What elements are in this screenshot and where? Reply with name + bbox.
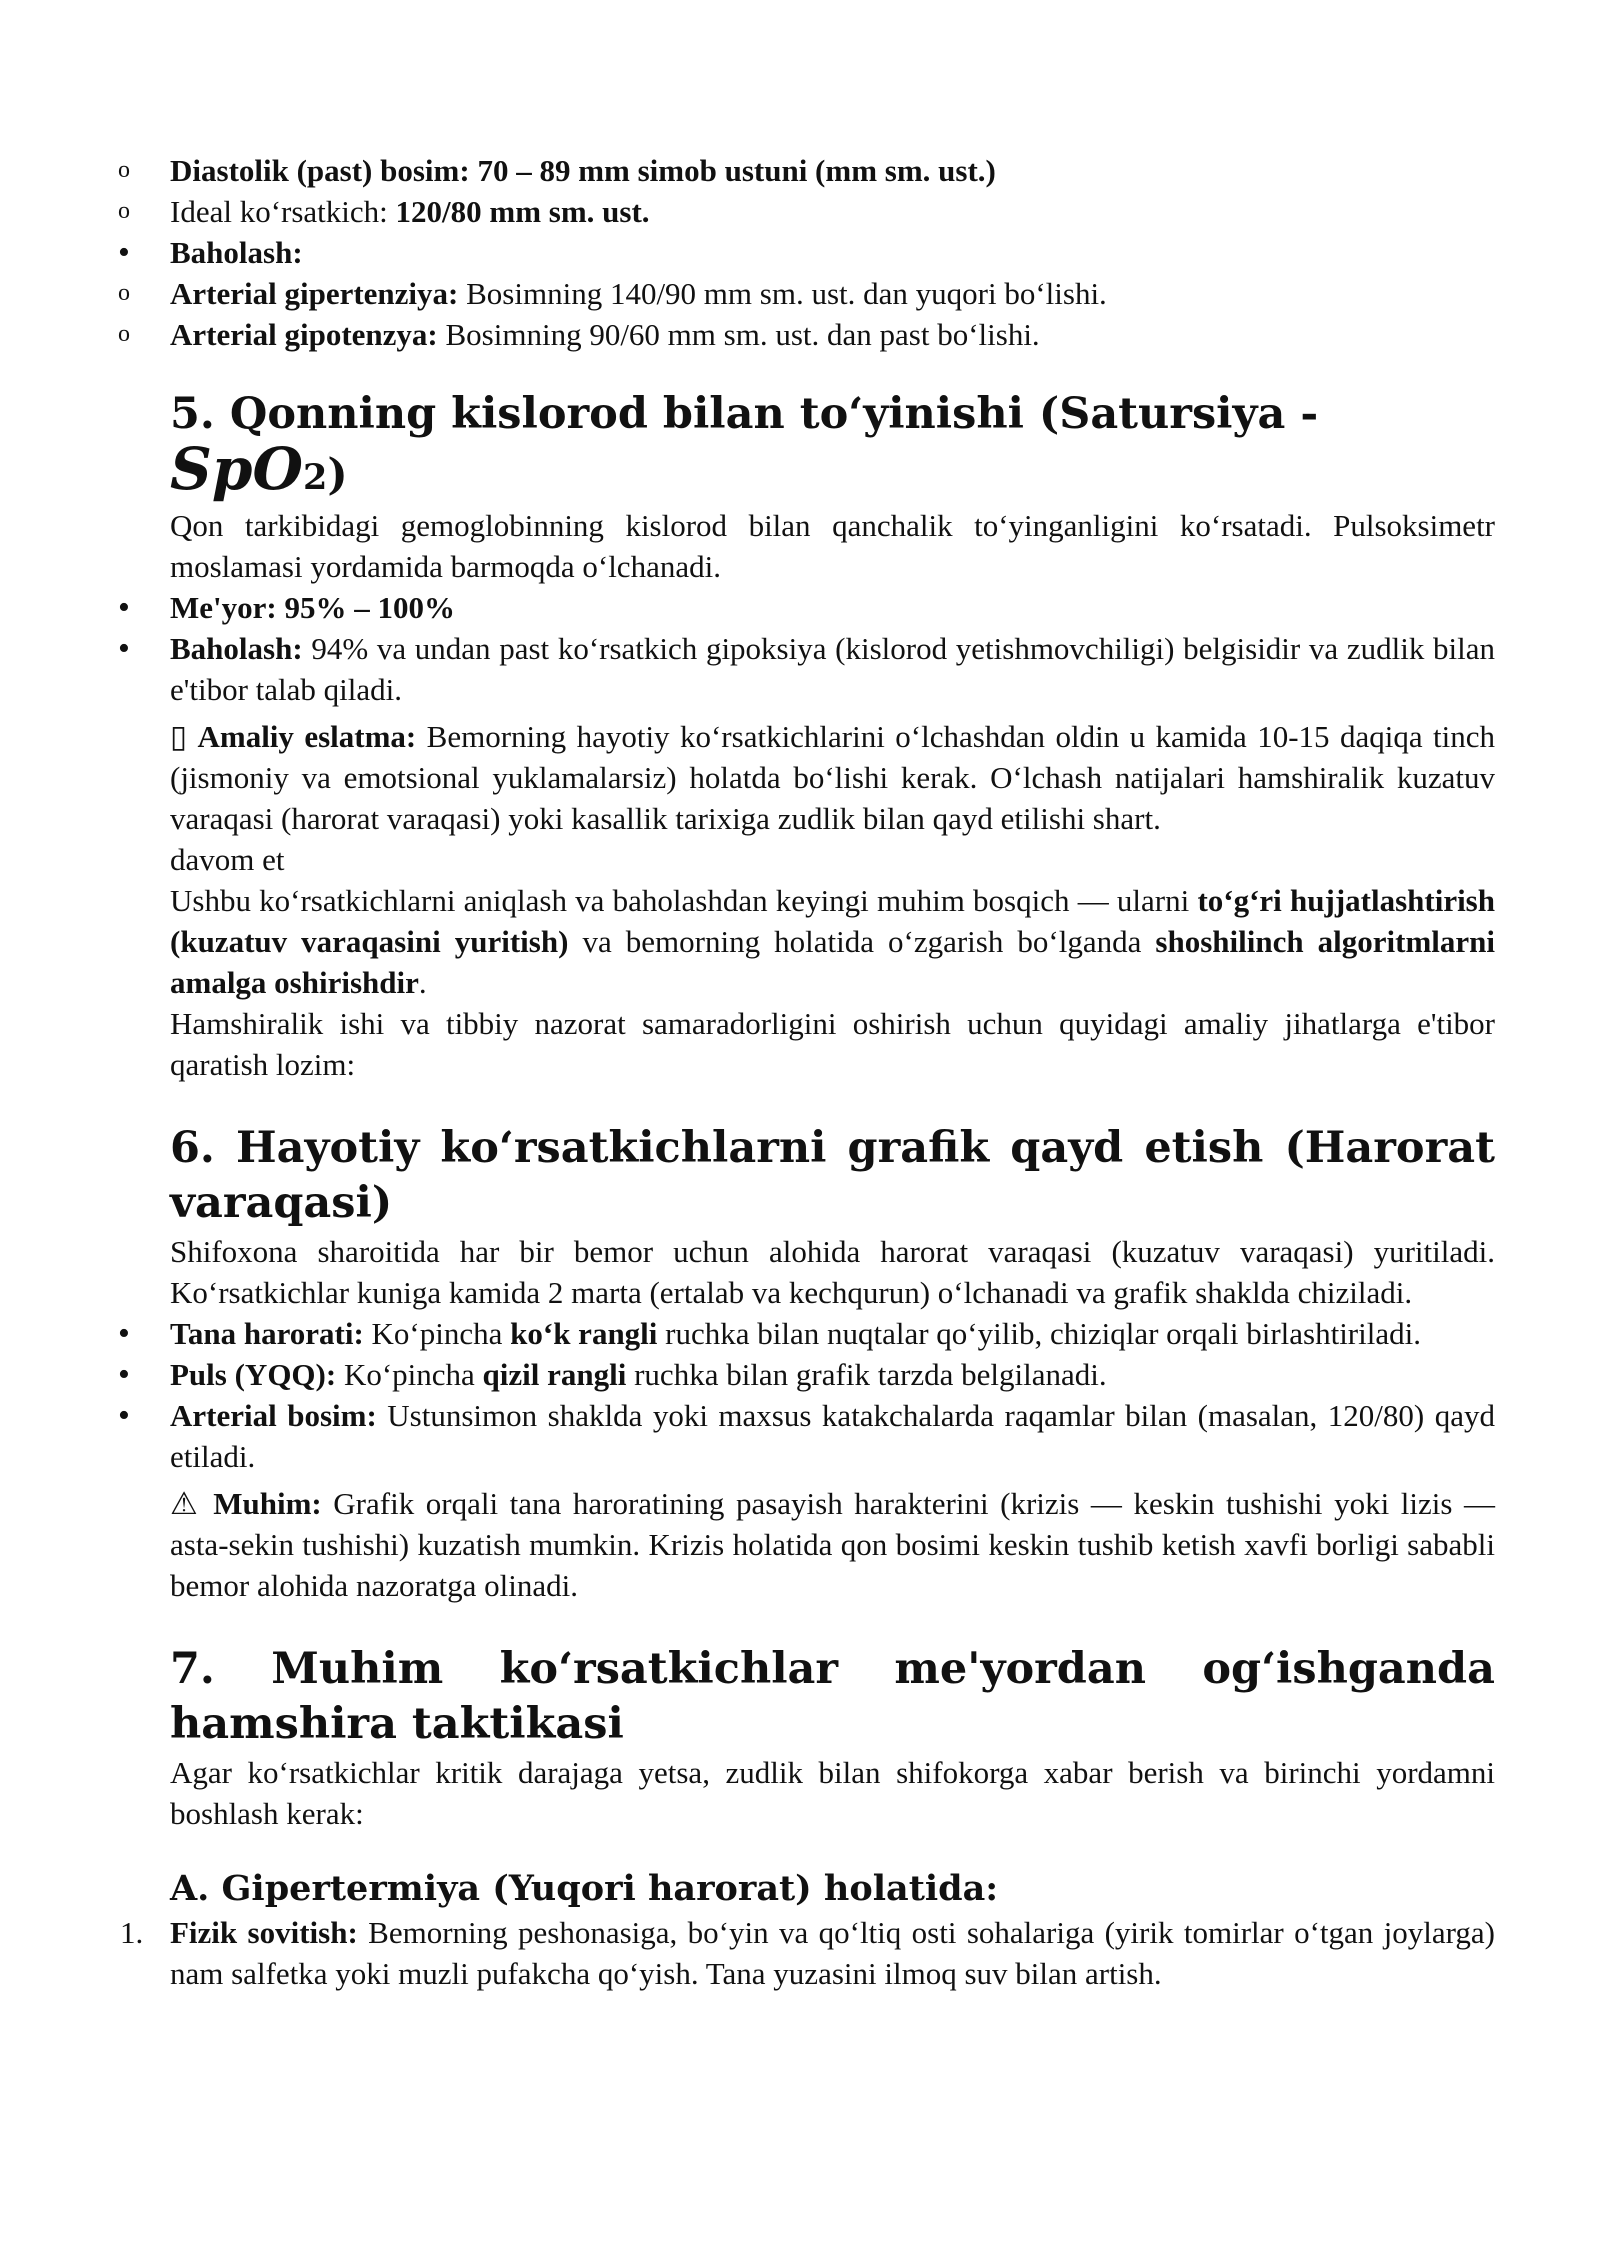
- practical-note: ▯ Amaliy eslatma: Bemorning hayotiy ko‘rsatkichlarini o‘lchashdan oldin u kamida 10-15 daqiqa tinch (jismoniy va emotsional yuklamalarsiz) holatda bo‘lishi kerak. O‘lchash natijalari hamshiralik kuzatuv varaqasi (harorat varaqasi) yoki kasallik tarixiga zudlik bilan qayd etilishi shart.: [170, 719, 1495, 836]
- list-marker: •: [118, 1397, 130, 1434]
- list-marker: •: [118, 589, 130, 626]
- list-marker: •: [118, 234, 130, 271]
- list-item: • Puls (YQQ): Ko‘pincha qizil rangli ruchka bilan grafik tarzda belgilanadi.: [118, 1356, 1107, 1393]
- list-marker: •: [118, 1315, 130, 1352]
- list-item: o Arterial gipertenziya: Bosimning 140/90 mm sm. ust. dan yuqori bo‘lishi.: [170, 273, 1495, 314]
- important-note: ⚠ Muhim: Grafik orqali tana haroratining pasayish harakterini (krizis — keskin tushishi yoki lizis — asta-sekin tushishi) kuzatish mumkin. Krizis holatida qon bosimi keskin tushib ketish xavfi borligi sababli bemor alohida nazoratga olinadi.: [170, 1486, 1496, 1603]
- list-item: o Diastolik (past) bosim: 70 – 89 mm simob ustuni (mm sm. ust.): [170, 150, 1495, 191]
- list-marker: o: [118, 157, 130, 183]
- top-list: [118, 150, 1495, 355]
- list-marker: o: [118, 321, 130, 347]
- warning-icon: ⚠: [170, 1486, 202, 1521]
- list-item: o Ideal ko‘rsatkich: 120/80 mm sm. ust.: [170, 191, 1495, 232]
- list-marker: o: [118, 198, 130, 224]
- section-7-intro: Agar ko‘rsatkichlar kritik darajaga yetsa, zudlik bilan shifokorga xabar berish va birinchi yordamni boshlash kerak:: [170, 1755, 1495, 1831]
- section-5-paragraph-2: Hamshiralik ishi va tibbiy nazorat samaradorligini oshirish uchun quyidagi amaliy jihatlarga e'tibor qaratish lozim:: [170, 1006, 1495, 1082]
- list-marker: •: [118, 630, 130, 667]
- document-content: [118, 150, 1496, 1994]
- list-item: o Arterial gipotenzya: Bosimning 90/60 mm sm. ust. dan past bo‘lishi.: [170, 314, 1495, 355]
- list-item: • Baholash:: [118, 234, 303, 271]
- continued-text: davom et: [170, 842, 285, 877]
- list-marker: •: [118, 1356, 130, 1393]
- list-item: 1. Fizik sovitish: Bemorning peshonasiga, bo‘yin va qo‘ltiq osti sohalariga (yirik tomirlar o‘tgan joylarga) nam salfetka yoki muzli pufakcha qo‘yish. Tana yuzasini ilmoq suv bilan artish.: [170, 1912, 1495, 1994]
- section-5-intro: Qon tarkibidagi gemoglobinning kislorod bilan qanchalik to‘yinganligini ko‘rsatadi. Pulsoksimetr moslamasi yordamida barmoqda o‘lchanadi.: [170, 508, 1495, 584]
- section-7-subheading: A. Gipertermiya (Yuqori harorat) holatida:: [170, 1868, 999, 1909]
- note-icon: ▯: [170, 719, 188, 754]
- list-item: • Tana harorati: Ko‘pincha ko‘k rangli ruchka bilan nuqtalar qo‘yilib, chiziqlar orqali birlashtiriladi.: [118, 1315, 1421, 1352]
- section-6-intro: Shifoxona sharoitida har bir bemor uchun alohida harorat varaqasi (kuzatuv varaqasi) yuritiladi. Ko‘rsatkichlar kuniga kamida 2 marta (ertalab va kechqurun) o‘lchanadi va grafik shaklda chiziladi.: [170, 1234, 1495, 1310]
- list-marker: 1.: [120, 1915, 144, 1950]
- section-5-heading: 5. Qonning kislorod bilan to‘yinishi (Satursiya - SpO2): [170, 389, 1319, 503]
- list-item: • Me'yor: 95% – 100%: [118, 589, 455, 626]
- list-item: • Arterial bosim: Ustunsimon shaklda yoki maxsus katakchalarda raqamlar bilan (masalan, 120/80) qayd etiladi.: [118, 1397, 1495, 1474]
- section-6-heading: 6. Hayotiy ko‘rsatkichlarni grafik qayd etish (Harorat varaqasi): [170, 1123, 1495, 1228]
- list-marker: o: [118, 280, 130, 306]
- section-7-heading: 7. Muhim ko‘rsatkichlar me'yordan og‘ishganda hamshira taktikasi: [170, 1644, 1495, 1749]
- section-5-paragraph: Ushbu ko‘rsatkichlarni aniqlash va baholashdan keyingi muhim bosqich — ularni to‘g‘ri hujjatlashtirish (kuzatuv varaqasini yuritish) va bemorning holatida o‘zgarish bo‘lganda shoshilinch algoritmlarni amalga oshirishdir.: [170, 883, 1495, 1000]
- list-item: • Baholash: 94% va undan past ko‘rsatkich gipoksiya (kislorod yetishmovchiligi) belgisidir va zudlik bilan e'tibor talab qiladi.: [118, 630, 1495, 707]
